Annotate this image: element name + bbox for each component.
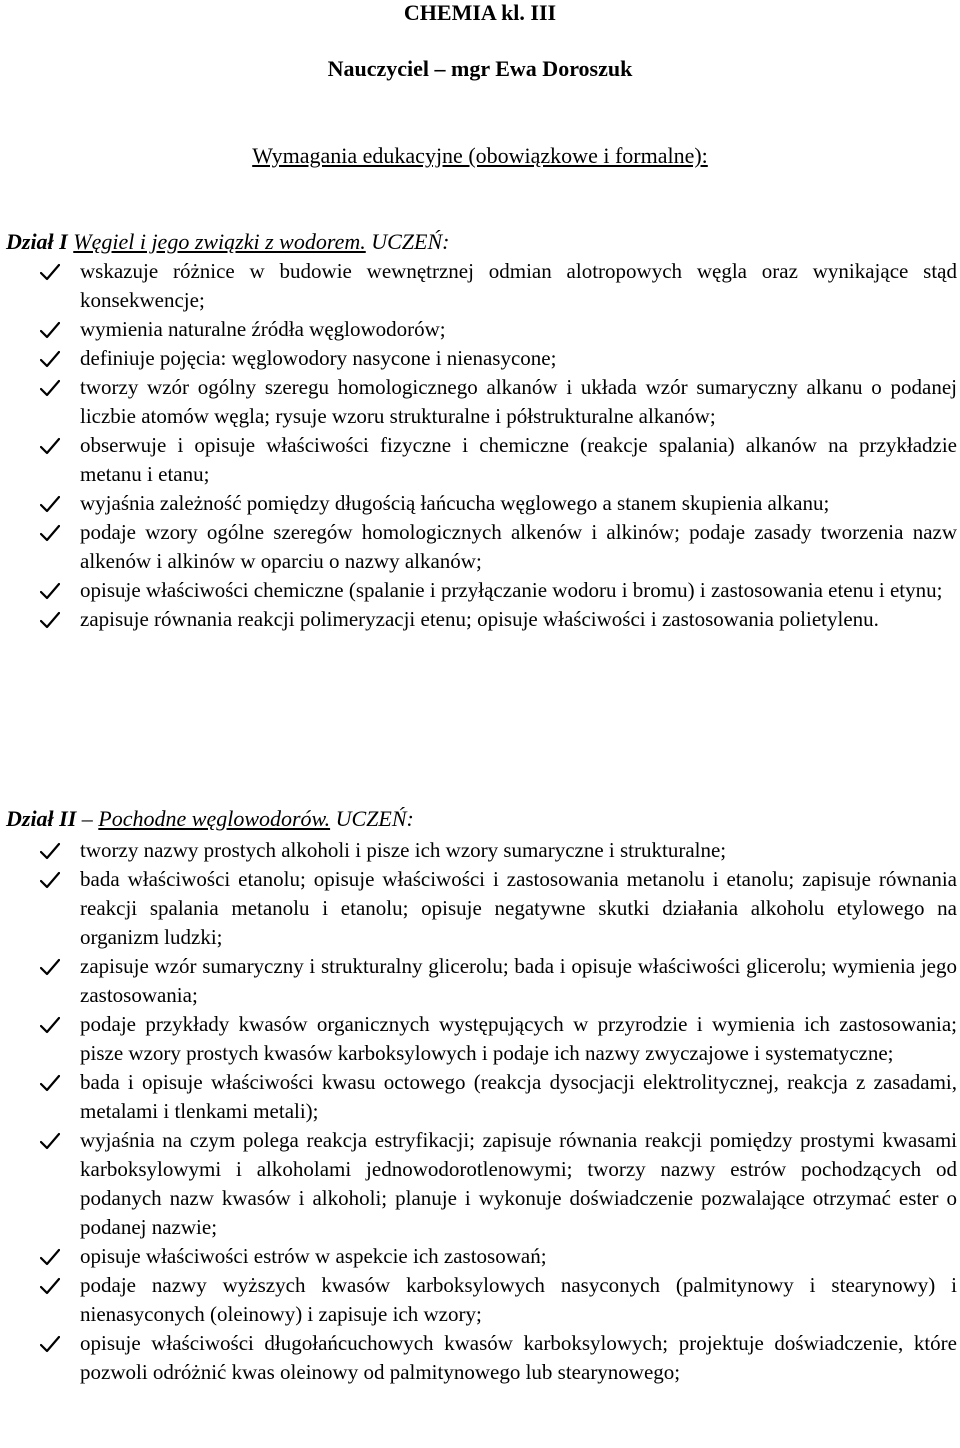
checkmark-icon bbox=[40, 263, 60, 281]
checkmark-icon bbox=[40, 1248, 60, 1266]
list-item-text: definiuje pojęcia: węglowodory nasycone i nienasycone; bbox=[80, 346, 557, 370]
checkmark-icon bbox=[40, 1132, 60, 1150]
list-item-text: bada i opisuje właściwości kwasu octowego (reakcja dysocjacji elektrolitycznej, reakcja z zasadami, metalami i tlenkami metali); bbox=[80, 1070, 957, 1123]
requirements-heading: Wymagania edukacyjne (obowiązkowe i formalne): bbox=[252, 143, 708, 168]
list-item-text: podaje przykłady kwasów organicznych występujących w przyrodzie i wymienia ich zastosowania; pisze wzory prostych kwasów karboksylowych i podaje ich nazwy zwyczajowe i systematyczne; bbox=[80, 1012, 957, 1065]
list-item bbox=[0, 489, 960, 518]
list-item-text: tworzy wzór ogólny szeregu homologicznego alkanów i układa wzór sumaryczny alkanu o podanej liczbie atomów węgla; rysuje wzoru strukturalne i półstrukturalne alkanów; bbox=[80, 375, 957, 428]
section-1-heading bbox=[6, 228, 956, 256]
teacher-line: Nauczyciel – mgr Ewa Doroszuk bbox=[327, 56, 633, 81]
section-2-list bbox=[0, 836, 960, 1387]
checkmark-icon bbox=[40, 1277, 60, 1295]
section-2-topic: Pochodne węglowodorów. bbox=[98, 806, 331, 831]
section-1-list bbox=[0, 257, 960, 634]
list-item bbox=[0, 1271, 960, 1329]
list-item bbox=[0, 1329, 960, 1387]
list-item bbox=[0, 836, 960, 865]
checkmark-icon bbox=[40, 842, 60, 860]
list-item-text: zapisuje wzór sumaryczny i strukturalny glicerolu; bada i opisuje właściwości glicerolu; wymienia jego zastosowania; bbox=[80, 954, 957, 1007]
list-item bbox=[0, 257, 960, 315]
list-item-text: obserwuje i opisuje właściwości fizyczne i chemiczne (reakcje spalania) alkanów na przykładzie metanu i etanu; bbox=[80, 433, 957, 486]
checkmark-icon bbox=[40, 611, 60, 629]
section-1-label: Dział I bbox=[6, 229, 68, 254]
list-item-text: wskazuje różnice w budowie wewnętrznej odmian alotropowych węgla oraz wynikające stąd konsekwencje; bbox=[80, 259, 957, 312]
document-title: CHEMIA kl. III bbox=[403, 0, 557, 25]
checkmark-icon bbox=[40, 1016, 60, 1034]
list-item bbox=[0, 344, 960, 373]
list-item bbox=[0, 518, 960, 576]
section-2-heading: Dział II – Pochodne węglowodorów. UCZEŃ: bbox=[6, 806, 414, 831]
list-item bbox=[0, 431, 960, 489]
list-item bbox=[0, 1242, 960, 1271]
section-2-label: Dział II bbox=[6, 806, 77, 831]
list-item-text: bada właściwości etanolu; opisuje właściwości i zastosowania metanolu i etanolu; zapisuje równania reakcji spalania metanolu i etanolu; opisuje negatywne skutki działania alkoholu etylowego na organizm ludzki; bbox=[80, 867, 957, 949]
list-item bbox=[0, 605, 960, 634]
list-item bbox=[0, 576, 960, 605]
list-item-text: zapisuje równania reakcji polimeryzacji etenu; opisuje właściwości i zastosowania polietylenu. bbox=[80, 607, 879, 631]
section-2-student-label: UCZEŃ: bbox=[335, 806, 414, 831]
list-item-text: podaje nazwy wyższych kwasów karboksylowych nasyconych (palmitynowy i stearynowy) i nienasyconych (oleinowy) i zapisuje ich wzory; bbox=[80, 1273, 957, 1326]
section-1-topic: Węgiel i jego związki z wodorem. bbox=[73, 229, 366, 254]
list-item-text: wyjaśnia na czym polega reakcja estryfikacji; zapisuje równania reakcji pomiędzy prostymi kwasami karboksylowymi i alkoholami jednowodorotlenowymi; tworzy nazwy estrów pochodzących od podanych nazw kwasów i alkoholi; planuje i wykonuje doświadczenie pozwalające otrzymać ester o podanej nazwie; bbox=[80, 1128, 957, 1239]
checkmark-icon bbox=[40, 495, 60, 513]
list-item-text: opisuje właściwości estrów w aspekcie ich zastosowań; bbox=[80, 1244, 547, 1268]
list-item bbox=[0, 1010, 960, 1068]
section-1-student-label: UCZEŃ: bbox=[371, 229, 450, 254]
checkmark-icon bbox=[40, 524, 60, 542]
list-item-text: opisuje właściwości chemiczne (spalanie i przyłączanie wodoru i bromu) i zastosowania etenu i etynu; bbox=[80, 578, 943, 602]
checkmark-icon bbox=[40, 582, 60, 600]
list-item-text: opisuje właściwości długołańcuchowych kwasów karboksylowych; projektuje doświadczenie, które pozwoli odróżnić kwas oleinowy od palmitynowego lub stearynowego; bbox=[80, 1331, 957, 1384]
checkmark-icon bbox=[40, 350, 60, 368]
checkmark-icon bbox=[40, 379, 60, 397]
list-item-text: wyjaśnia zależność pomiędzy długością łańcucha węglowego a stanem skupienia alkanu; bbox=[80, 491, 830, 515]
list-item bbox=[0, 315, 960, 344]
list-item bbox=[0, 1126, 960, 1242]
checkmark-icon bbox=[40, 1074, 60, 1092]
list-item-text: podaje wzory ogólne szeregów homologicznych alkenów i alkinów; podaje zasady tworzenia nazw alkenów i alkinów w oparciu o nazwy alkanów; bbox=[80, 520, 957, 573]
list-item bbox=[0, 952, 960, 1010]
checkmark-icon bbox=[40, 437, 60, 455]
checkmark-icon bbox=[40, 321, 60, 339]
list-item bbox=[0, 373, 960, 431]
list-item-text: wymienia naturalne źródła węglowodorów; bbox=[80, 317, 446, 341]
checkmark-icon bbox=[40, 871, 60, 889]
checkmark-icon bbox=[40, 1335, 60, 1353]
list-item bbox=[0, 1068, 960, 1126]
checkmark-icon bbox=[40, 958, 60, 976]
list-item bbox=[0, 865, 960, 952]
list-item-text: tworzy nazwy prostych alkoholi i pisze ich wzory sumaryczne i strukturalne; bbox=[80, 838, 727, 862]
